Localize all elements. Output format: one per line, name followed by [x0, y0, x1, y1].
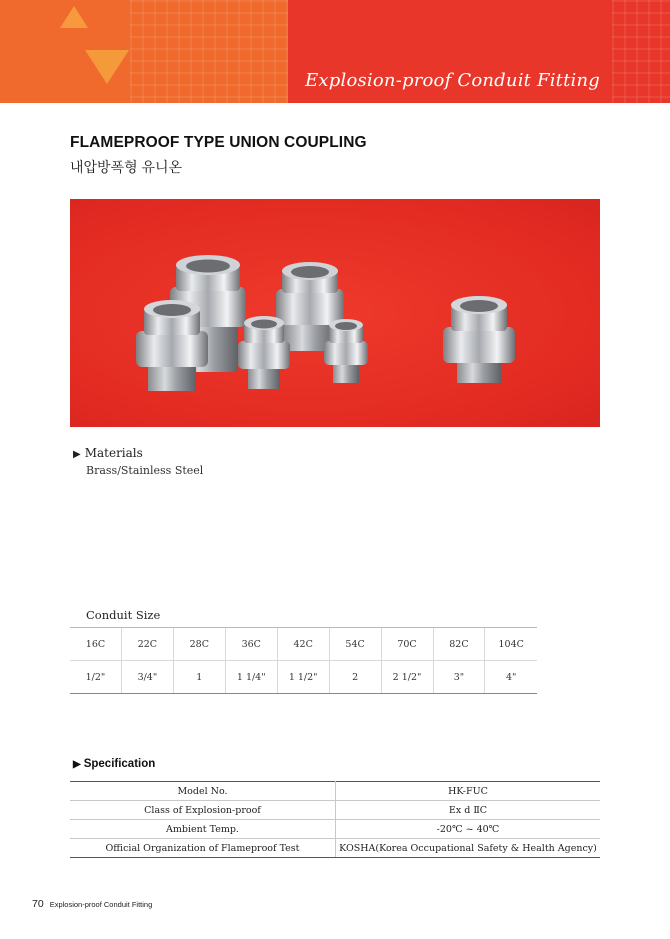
header-banner — [0, 0, 670, 103]
table-row — [70, 782, 600, 801]
footer-text: Explosion-proof Conduit Fitting — [49, 900, 153, 909]
union-coupling-illustration — [70, 199, 600, 427]
table-row — [70, 839, 600, 858]
spec-key: Class of Explosion-proof — [70, 801, 336, 820]
product-title-korean: 내압방폭형 유니온 — [70, 159, 183, 175]
size-code: 70C — [381, 628, 433, 661]
coupling-small — [238, 316, 290, 389]
spec-value: HK-FUC — [336, 782, 601, 801]
spec-key: Model No. — [70, 782, 336, 801]
coupling-single — [443, 296, 515, 383]
product-photo — [70, 199, 600, 427]
spec-value: Ex d ⅡC — [336, 801, 601, 820]
banner-pattern — [0, 0, 288, 103]
materials-value: Brass/Stainless Steel — [86, 464, 204, 477]
coupling-smallest — [324, 319, 368, 383]
triangle-bullet-icon: ▶ — [73, 449, 81, 460]
materials-heading: ▶ Materials — [73, 446, 143, 460]
spec-value: KOSHA(Korea Occupational Safety & Health Agency) — [336, 839, 601, 858]
spec-key: Official Organization of Flameproof Test — [70, 839, 336, 858]
table-row — [70, 661, 537, 694]
conduit-size-heading: Conduit Size — [86, 608, 161, 622]
triangle-decoration — [85, 50, 129, 84]
conduit-size-table — [70, 627, 537, 694]
specification-heading: ▶ Specification — [73, 758, 156, 770]
page-footer — [32, 898, 152, 910]
size-code: 42C — [277, 628, 329, 661]
page-number: 70 — [32, 898, 44, 910]
size-inch: 2 1/2" — [381, 661, 433, 694]
spec-value: -20℃ ~ 40℃ — [336, 820, 601, 839]
size-inch: 3" — [433, 661, 485, 694]
size-inch: 1 — [173, 661, 225, 694]
table-row — [70, 820, 600, 839]
spec-key: Ambient Temp. — [70, 820, 336, 839]
triangle-decoration — [60, 6, 88, 28]
size-inch: 4" — [485, 661, 537, 694]
table-row — [70, 801, 600, 820]
size-code: 54C — [329, 628, 381, 661]
triangle-bullet-icon: ▶ — [73, 759, 81, 770]
coupling-medium — [136, 300, 208, 391]
size-inch: 2 — [329, 661, 381, 694]
size-code: 22C — [121, 628, 173, 661]
size-inch: 1 1/2" — [277, 661, 329, 694]
size-inch: 1 1/4" — [225, 661, 277, 694]
table-row — [70, 628, 537, 661]
banner-pattern-right — [612, 0, 670, 103]
size-code: 16C — [70, 628, 121, 661]
size-code: 104C — [485, 628, 537, 661]
product-title: FLAMEPROOF TYPE UNION COUPLING — [70, 134, 367, 151]
size-inch: 1/2" — [70, 661, 121, 694]
section-title: Explosion-proof Conduit Fitting — [305, 70, 600, 91]
size-inch: 3/4" — [121, 661, 173, 694]
size-code: 36C — [225, 628, 277, 661]
specification-table — [70, 781, 600, 858]
size-code: 28C — [173, 628, 225, 661]
size-code: 82C — [433, 628, 485, 661]
